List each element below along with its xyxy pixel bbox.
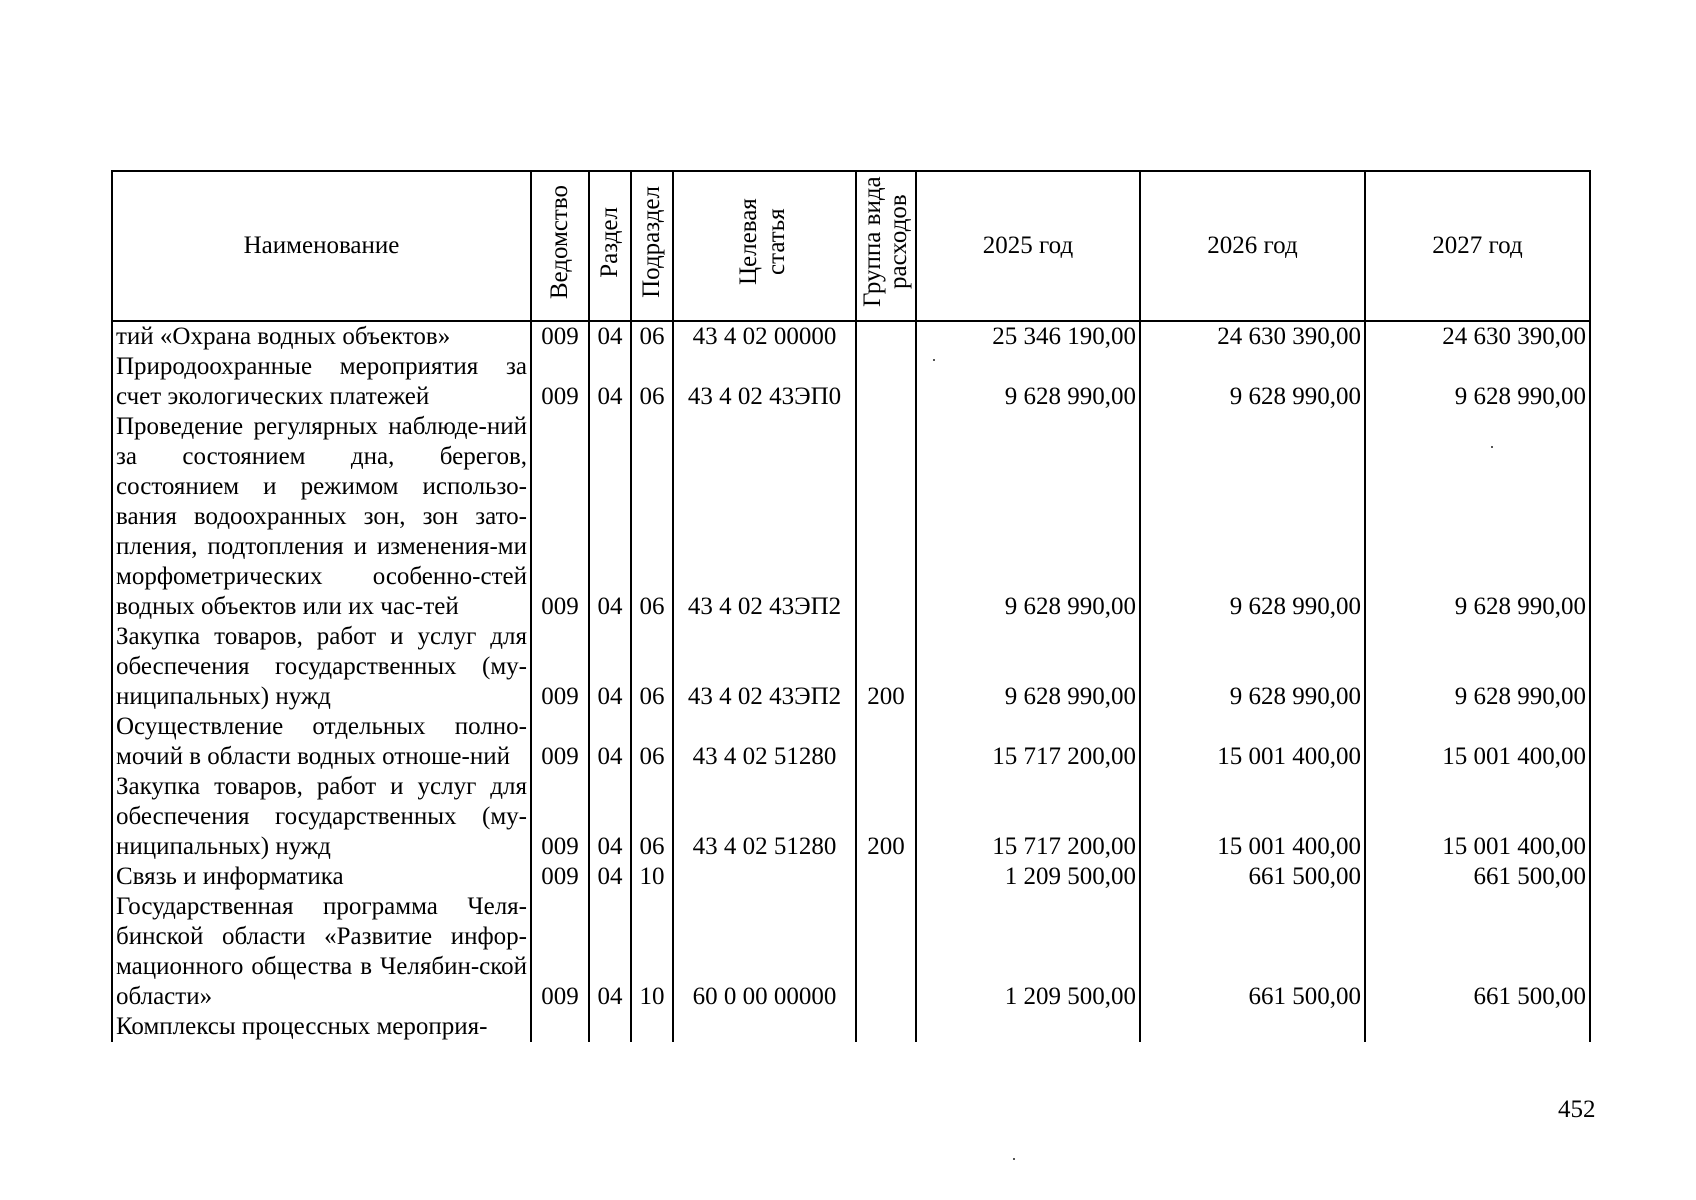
row-amount-2026: 9 628 990,00 [1140, 412, 1365, 622]
row-celevaya-statya: 43 4 02 43ЭП2 [673, 622, 856, 712]
header-2025: 2025 год [916, 171, 1140, 321]
header-name: Наименование [112, 171, 531, 321]
row-celevaya-statya: 43 4 02 00000 [673, 321, 856, 352]
table-row [112, 712, 1590, 772]
row-celevaya-statya: 43 4 02 43ЭП2 [673, 412, 856, 622]
row-gruppa-vida-rashodov [856, 1012, 916, 1042]
row-name: Осуществление отдельных полно-мочий в области водных отноше-ний [112, 712, 531, 772]
row-razdel: 04 [589, 892, 631, 1012]
row-podrazdel: 06 [631, 412, 673, 622]
row-razdel: 04 [589, 321, 631, 352]
row-amount-2025: 1 209 500,00 [916, 862, 1140, 892]
row-razdel: 04 [589, 772, 631, 862]
row-gruppa-vida-rashodov [856, 352, 916, 412]
row-amount-2027: 15 001 400,00 [1365, 712, 1590, 772]
header-row [112, 171, 1590, 321]
row-amount-2027: 9 628 990,00 [1365, 412, 1590, 622]
row-amount-2025: 15 717 200,00 [916, 712, 1140, 772]
row-podrazdel: 10 [631, 862, 673, 892]
row-amount-2025: 9 628 990,00 [916, 412, 1140, 622]
header-2027: 2027 год [1365, 171, 1590, 321]
row-podrazdel: 06 [631, 772, 673, 862]
row-vedomstvo [531, 1012, 589, 1042]
header-razdel: Раздел [589, 171, 631, 321]
row-amount-2026: 15 001 400,00 [1140, 772, 1365, 862]
row-amount-2027: 661 500,00 [1365, 892, 1590, 1012]
row-gruppa-vida-rashodov: 200 [856, 622, 916, 712]
row-gruppa-vida-rashodov [856, 412, 916, 622]
row-razdel: 04 [589, 862, 631, 892]
row-vedomstvo: 009 [531, 712, 589, 772]
row-celevaya-statya [673, 862, 856, 892]
row-amount-2027: 9 628 990,00 [1365, 352, 1590, 412]
row-amount-2025: 9 628 990,00 [916, 622, 1140, 712]
row-amount-2026: 661 500,00 [1140, 862, 1365, 892]
row-podrazdel: 10 [631, 892, 673, 1012]
row-amount-2026: 9 628 990,00 [1140, 352, 1365, 412]
row-podrazdel: 06 [631, 712, 673, 772]
row-razdel [589, 1012, 631, 1042]
row-celevaya-statya: 43 4 02 43ЭП0 [673, 352, 856, 412]
row-amount-2027: 24 630 390,00 [1365, 321, 1590, 352]
row-name: тий «Охрана водных объектов» [112, 321, 531, 352]
row-amount-2026: 15 001 400,00 [1140, 712, 1365, 772]
header-vedomstvo: Ведомство [531, 171, 589, 321]
row-name: Закупка товаров, работ и услуг для обеспечения государственных (му-ниципальных) нужд [112, 772, 531, 862]
row-podrazdel: 06 [631, 352, 673, 412]
row-gruppa-vida-rashodov [856, 862, 916, 892]
scan-speck [933, 359, 935, 361]
row-razdel: 04 [589, 412, 631, 622]
table-row [112, 1012, 1590, 1042]
row-vedomstvo: 009 [531, 772, 589, 862]
row-vedomstvo: 009 [531, 321, 589, 352]
header-celevaya-statya: Целевая статья [673, 171, 856, 321]
row-podrazdel [631, 1012, 673, 1042]
row-podrazdel: 06 [631, 622, 673, 712]
row-name: Связь и информатика [112, 862, 531, 892]
row-amount-2025 [916, 1012, 1140, 1042]
row-vedomstvo: 009 [531, 862, 589, 892]
row-celevaya-statya: 43 4 02 51280 [673, 712, 856, 772]
page-number: 452 [1558, 1096, 1596, 1123]
row-vedomstvo: 009 [531, 622, 589, 712]
row-amount-2026 [1140, 1012, 1365, 1042]
row-vedomstvo: 009 [531, 352, 589, 412]
table-row [112, 892, 1590, 1012]
table-row [112, 352, 1590, 412]
row-name: Закупка товаров, работ и услуг для обеспечения государственных (му-ниципальных) нужд [112, 622, 531, 712]
row-amount-2027 [1365, 1012, 1590, 1042]
row-gruppa-vida-rashodov [856, 321, 916, 352]
scan-speck [1013, 1158, 1015, 1160]
row-amount-2025: 9 628 990,00 [916, 352, 1140, 412]
row-vedomstvo: 009 [531, 412, 589, 622]
row-amount-2025: 1 209 500,00 [916, 892, 1140, 1012]
table-row [112, 321, 1590, 352]
row-amount-2026: 24 630 390,00 [1140, 321, 1365, 352]
scan-speck [1491, 446, 1493, 448]
header-gruppa-vida-rashodov: Группа вида расходов [856, 171, 916, 321]
row-amount-2026: 661 500,00 [1140, 892, 1365, 1012]
row-amount-2027: 661 500,00 [1365, 862, 1590, 892]
table-row [112, 622, 1590, 712]
row-celevaya-statya: 43 4 02 51280 [673, 772, 856, 862]
row-amount-2025: 25 346 190,00 [916, 321, 1140, 352]
table-row [112, 862, 1590, 892]
row-vedomstvo: 009 [531, 892, 589, 1012]
budget-table [111, 170, 1591, 1042]
row-name: Комплексы процессных мероприя- [112, 1012, 531, 1042]
row-gruppa-vida-rashodov: 200 [856, 772, 916, 862]
row-amount-2027: 15 001 400,00 [1365, 772, 1590, 862]
row-name: Природоохранные мероприятия за счет экологических платежей [112, 352, 531, 412]
header-podrazdel: Подраздел [631, 171, 673, 321]
row-celevaya-statya [673, 1012, 856, 1042]
header-2026: 2026 год [1140, 171, 1365, 321]
row-amount-2027: 9 628 990,00 [1365, 622, 1590, 712]
row-razdel: 04 [589, 712, 631, 772]
table-row [112, 772, 1590, 862]
row-podrazdel: 06 [631, 321, 673, 352]
row-name: Государственная программа Челя-бинской области «Развитие инфор-мационного общества в Челябин-ской области» [112, 892, 531, 1012]
row-name: Проведение регулярных наблюде-ний за состоянием дна, берегов, состоянием и режимом использо-вания водоохранных зон, зон зато-пления, подтопления и изменения-ми морфометрических особенно-стей водных объектов или их час-тей [112, 412, 531, 622]
row-gruppa-vida-rashodov [856, 712, 916, 772]
row-gruppa-vida-rashodov [856, 892, 916, 1012]
row-amount-2025: 15 717 200,00 [916, 772, 1140, 862]
row-razdel: 04 [589, 352, 631, 412]
row-amount-2026: 9 628 990,00 [1140, 622, 1365, 712]
table-row [112, 412, 1590, 622]
row-razdel: 04 [589, 622, 631, 712]
row-celevaya-statya: 60 0 00 00000 [673, 892, 856, 1012]
